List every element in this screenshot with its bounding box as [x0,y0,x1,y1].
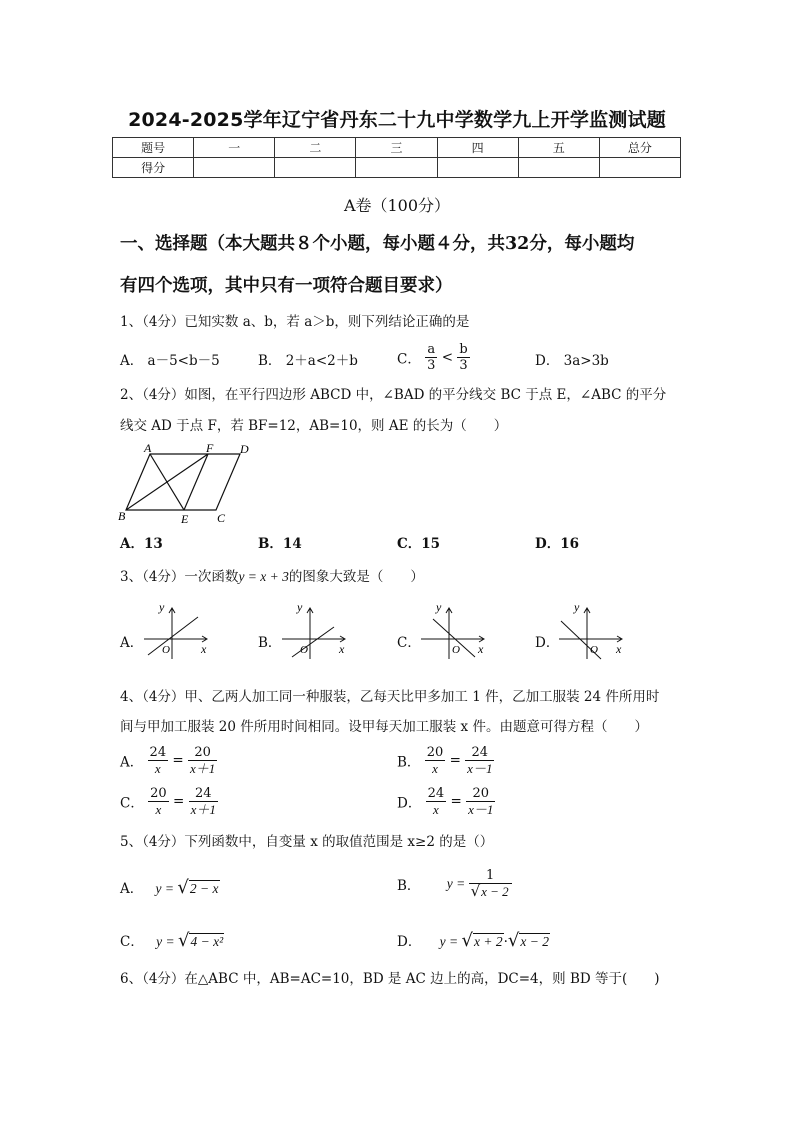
option-label: B． [397,754,421,771]
axis-y-label: y [574,601,580,614]
q5-option-a [120,877,220,898]
q5-option-b [397,868,512,900]
option-label: D． [397,795,422,812]
q3-option-b-label: B． [258,635,282,651]
question-2-line1: 2、（4分）如图，在平行四边形 ABCD 中，∠BAD 的平分线交 BC 于点 E，∠ABC 的平分 [120,387,667,403]
numerator: 20 [188,745,217,761]
q3-option-c-label: C． [397,635,421,651]
question-6-text: 6、（4分）在△ABC 中，AB=AC=10，BD 是 AC 边上的高，DC=4，则 BD 等于( ) [120,971,660,987]
axis-y-label: y [297,601,303,614]
q3-graph-b [278,601,354,661]
score-table-header-row [113,138,681,158]
question-4-line1: 4、（4分）甲、乙两人加工同一种服装，乙每天比甲多加工 1 件，乙加工服装 24 件所用时 [120,689,660,705]
denominator: x [155,802,162,817]
question-3-formula: y = x + 3 [238,569,289,584]
function-line [292,627,334,657]
label-e: E [181,512,189,526]
axis-x-label: x [201,642,207,656]
numerator: 24 [427,786,445,801]
equals-sign: = [172,793,185,810]
q1-option-d [535,349,609,369]
q3-graph-d [555,601,631,661]
numerator: 20 [466,786,495,802]
radical-sign: √ [177,877,189,898]
score-table-score-row [113,158,681,178]
denominator: x－1 [468,802,494,817]
q1-option-c [397,342,470,373]
option-label: C． [120,934,144,950]
denominator: 3 [427,358,436,373]
option-text: 14 [282,536,302,552]
option-text: 13 [143,536,163,552]
numerator: 20 [426,745,444,760]
fraction-left [426,786,447,817]
option-text: a－5<b－5 [147,353,220,369]
question-3-prefix: 3、（4分）一次函数 [120,569,239,585]
axis-x-label: x [616,642,622,656]
radicand: x − 2 [481,884,509,899]
numerator: b [459,342,468,357]
option-label: D． [397,934,422,950]
option-label: D． [535,353,560,369]
denominator: 3 [459,358,468,373]
q1-option-b [258,349,358,369]
denominator: x [154,761,161,776]
label-f: F [206,441,214,455]
part-heading-line1: 一、选择题（本大题共８个小题，每小题４分，共32分，每小题均 [120,234,635,254]
question-1-text: 1、（4分）已知实数 a、b，若 a＞b，则下列结论正确的是 [120,314,470,330]
origin-label: O [162,644,170,656]
option-label: A． [120,754,144,771]
question-3-text [120,561,424,593]
denominator: x [432,761,438,776]
fraction-right [188,745,217,776]
fraction [457,342,469,373]
q4-option-a [120,745,217,776]
denominator: x [433,802,439,817]
fraction [425,342,437,373]
numerator: 24 [149,745,167,760]
section-title: A卷（100分） [343,196,451,215]
radical-sign: √ [507,930,520,951]
option-label: C． [120,795,144,812]
numerator: 1 [469,868,512,884]
origin-label: O [300,644,308,656]
q2-option-c [397,532,440,552]
radical-sign: √ [461,930,473,951]
equals-sign: = [449,752,461,769]
axis-x-label: x [478,642,484,656]
numerator: 24 [189,786,218,802]
option-label: C． [397,351,421,368]
question-4-line2: 间与甲加工服装 20 件所用时间相同。设甲每天加工服装 x 件。由题意可得方程（ ） [120,719,648,735]
fraction [469,868,512,900]
radicand: x + 2 [473,934,503,949]
score-header-cell: 总分 [599,138,680,158]
option-label: A． [120,881,144,897]
axis-y-label: y [436,601,442,614]
option-label: B． [258,536,283,552]
numerator: 24 [465,745,494,761]
score-header-cell: 四 [437,138,518,158]
function-line [148,617,198,655]
q3-option-d-label: D． [535,635,560,651]
option-label: C． [397,536,422,552]
less-than-sign: < [441,349,454,366]
option-text: 15 [421,536,441,552]
origin-label: O [590,644,598,656]
denominator: x＋1 [190,802,216,817]
score-cell [518,158,599,178]
q2-option-a [120,532,163,552]
option-label: A． [120,536,144,552]
q2-option-b [258,532,302,552]
label-a: A [144,441,152,455]
equals-sign: = [450,793,462,810]
option-label: A． [120,353,144,369]
score-cell [437,158,518,178]
parallelogram-abcd [126,454,240,510]
fraction-left [148,745,169,776]
numerator: 20 [150,786,167,801]
option-text: 3a>3b [563,353,609,369]
score-header-cell: 三 [356,138,437,158]
question-2-line2: 线交 AD 于点 F，若 BF=12，AB=10，则 AE 的长为（ ） [120,418,508,434]
fraction-right [189,786,218,817]
denominator: x－1 [467,761,493,776]
origin-label: O [452,644,460,656]
q4-option-b [397,745,494,776]
function-lhs: y = [156,934,178,949]
score-row-label: 得分 [113,158,194,178]
question-3-suffix: 的图象大致是（ ） [288,569,424,585]
parallelogram-figure [116,440,260,528]
q3-graph-a [140,601,216,661]
q3-option-a-label: A． [120,635,144,651]
option-label: B． [258,353,282,369]
q4-option-d [397,786,495,817]
q5-option-d [397,930,550,951]
radicand: 2 − x [189,881,219,896]
radical-sign: √ [178,930,190,951]
fraction-left [425,745,446,776]
score-header-cell: 五 [518,138,599,158]
score-header-cell: 二 [275,138,356,158]
denominator: x＋1 [190,761,216,776]
multiply-dot: · [503,934,508,950]
function-lhs: y = [446,876,469,891]
label-b: B [118,509,126,523]
option-text: 16 [560,536,580,552]
score-table [112,137,681,178]
function-lhs: y = [439,934,462,949]
fraction-right [465,745,494,776]
equals-sign: = [172,752,184,769]
option-label: D． [535,536,561,552]
score-cell [356,158,437,178]
option-text: 2＋a<2＋b [285,353,358,369]
q5-option-c [120,930,224,951]
axis-x-label: x [339,642,345,656]
function-lhs: y = [155,881,178,896]
label-d: D [240,442,249,456]
denominator [469,884,512,900]
radicand: x − 2 [520,934,549,949]
score-cell [194,158,275,178]
axis-y-label: y [159,601,165,614]
option-label: B． [397,878,421,894]
fraction-left [148,786,169,817]
label-c: C [217,511,226,525]
part-heading-line2: 有四个选项，其中只有一项符合题目要求） [120,276,453,296]
score-cell [275,158,356,178]
score-header-cell: 题号 [113,138,194,158]
page-title: 2024-2025学年辽宁省丹东二十九中学数学九上开学监测试题 [128,109,666,131]
q1-option-a [120,349,220,369]
score-header-cell: 一 [194,138,275,158]
fraction-right [466,786,495,817]
numerator: a [425,342,437,358]
radical-sign: √ [470,882,481,900]
question-5-text: 5、（4分）下列函数中，自变量 x 的取值范围是 x≥2 的是（） [120,834,494,850]
q3-graph-c [417,601,493,661]
q2-option-d [535,532,579,552]
score-cell [599,158,680,178]
radicand: 4 − x² [190,934,224,949]
q4-option-c [120,786,218,817]
